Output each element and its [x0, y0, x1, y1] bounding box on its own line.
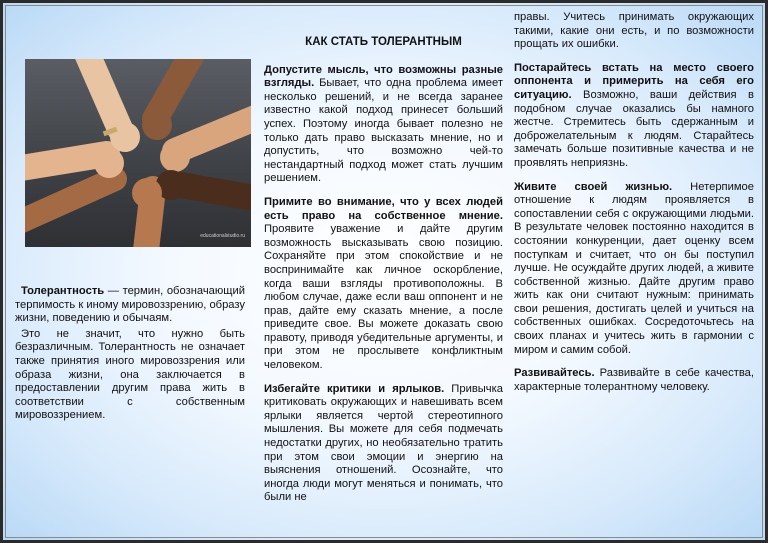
section-title: КАК СТАТЬ ТОЛЕРАНТНЫМ — [305, 36, 462, 48]
photo-credit: educationalstudio.ru — [200, 233, 245, 240]
advice-empathy: Постарайтесь встать на место своего оппонента и примерить на себя его ситуацию. Возможно, ваши действия в подобном случае оказались бы намного жестче. Стремитесь быть сдержанным и доброжелательным к людям. Старайтесь замечать больше позитивные качества и не проявлять неприязнь. — [514, 61, 754, 169]
definition-paragraph: Толерантность — термин, обозначающий терпимость к иному мировоззрению, образу жизни, поведению и обычаям. — [15, 285, 245, 325]
advice-develop: Развивайтесь. Развивайте в себе качества, характерные толерантному человеку. — [514, 367, 754, 393]
advice-avoid-criticism: Избегайте критики и ярлыков. Привычка критиковать окружающих и навешивать всем ярлыки является чертой стереотипного мышления. Вы можете для себя подмечать недостатки других, но необязательно тратить при этом свои эмоции и энергию на выяснения отношений. Осознайте, что иногда люди могут меняться и понимать, что были не — [264, 382, 503, 504]
explanation-paragraph: Это не значит, что нужно быть безразличным. Толерантность не означает также принятия иного мировоззрения или образа жизни, она заключается в предоставлении другим права жить в соответствии с собственным мировоззрением. — [15, 327, 245, 422]
advice-continuation: правы. Учитесь принимать окружающих такими, какие они есть, и по возможности прощать их ошибки. — [514, 11, 754, 51]
column-definition — [15, 285, 245, 433]
definition-term: Толерантность — [21, 285, 105, 297]
advice-different-views: Допустите мысль, что возможны разные взгляды. Бывает, что одна проблема имеет несколько решений, и не всегда заранее известно какой подход принесет больший успех. Поэтому иногда бывает полезно не только дать право высказать мнение, но и допустить, что возможно чей-то нестандартный подход может стать лучшим решением. — [264, 63, 503, 185]
column-advice-2 — [514, 11, 754, 404]
advice-own-life: Живите своей жизнью. Нетерпимое отношение к людям проявляется в сопоставлении себя с окружающими людьми. В результате человек постоянно находится в состоянии конкуренции, дает оценку всем поступкам и считает, что он бы поступил лучше. Не осуждайте других людей, а живите собственной жизнью. Дайте другим право жить как они считают нужным: принимать свои решения, достигать целей и учиться на собственных ошибках. Сосредоточьтесь на своих планах и учитесь жить в гармонии с миром и самим собой. — [514, 180, 754, 356]
column-advice-1 — [264, 11, 503, 515]
hands-circle-photo — [25, 59, 251, 247]
hands-illustration — [25, 59, 251, 247]
advice-right-to-opinion: Примите во внимание, что у всех людей есть право на собственное мнение. Проявите уважение и дайте другим возможность высказывать свою позицию. Сохраняйте при этом спокойствие и не воспринимайте как личное оскорбление, когда ваши взгляды противоположны. В любом случае, даже если ваш оппонент и не прав, дайте ему сказать мнение, а после приведите свое. Вы можете доказать свою правоту, приводя убедительные аргументы, и при этом не прослывете конфликтным человеком. — [264, 195, 503, 372]
